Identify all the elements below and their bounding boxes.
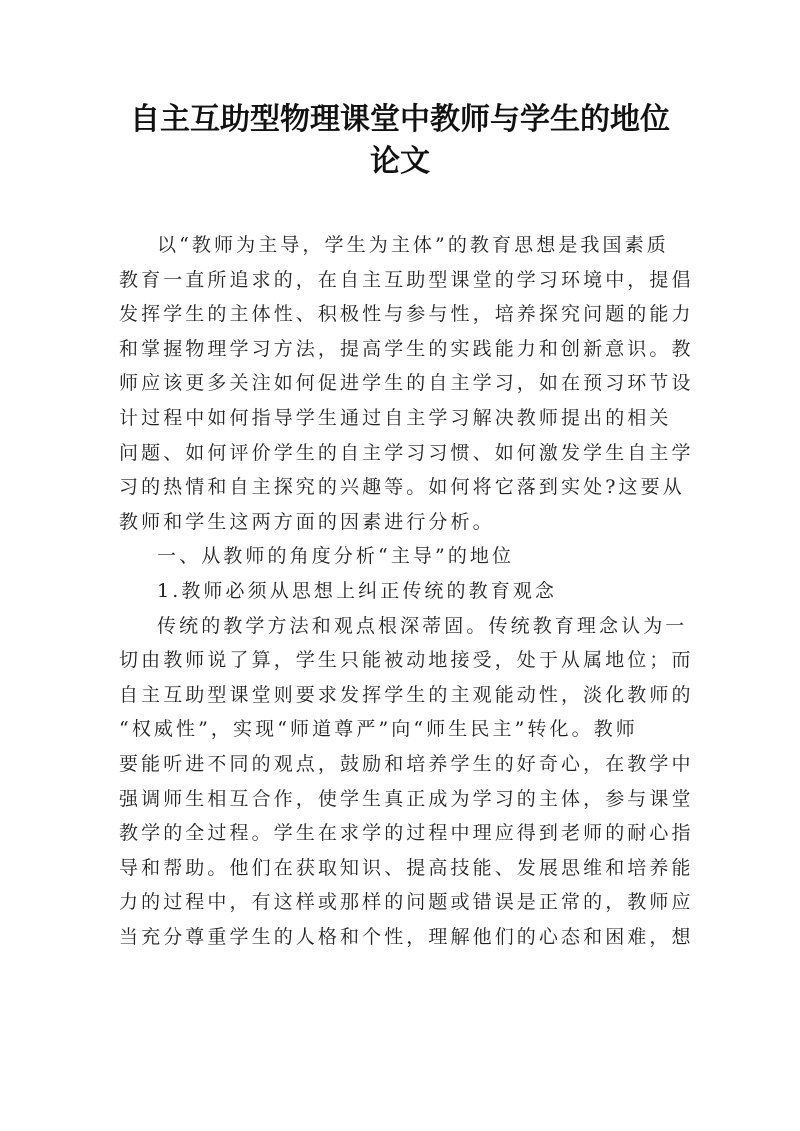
body-line-19: 导和帮助。他们在获取知识、提高技能、发展思维和培养能 <box>119 856 694 879</box>
body-line-9: 教师和学生这两方面的因素进行分析。 <box>119 510 495 533</box>
body-line-6: 计过程中如何指导学生通过自主学习解决教师提出的相关 <box>119 406 672 429</box>
body-line-18: 教学的全过程。学生在求学的过程中理应得到老师的耐心指 <box>119 822 694 845</box>
body-line-5: 师应该更多关注如何促进学生的自主学习，如在预习环节设 <box>119 372 694 395</box>
body-line-8: 习的热情和自主探究的兴趣等。如何将它落到实处?这要从 <box>119 476 685 499</box>
body-line-12: 传统的教学方法和观点根深蒂固。传统教育理念认为一 <box>157 614 688 637</box>
body-line-1: 以“教师为主导，学生为主体”的教育思想是我国素质 <box>157 234 669 256</box>
body-line-4: 和掌握物理学习方法，提高学生的实践能力和创新意识。教 <box>119 337 694 360</box>
body-line-14: 自主互助型课堂则要求发挥学生的主观能动性，淡化教师的 <box>119 683 694 706</box>
section-heading-1: 一、从教师的角度分析“主导”的地位 <box>157 545 515 568</box>
body-line-16: 要能听进不同的观点，鼓励和培养学生的好奇心，在教学中 <box>119 752 694 775</box>
body-line-7: 问题、如何评价学生的自主学习习惯、如何激发学生自主学 <box>119 441 694 464</box>
body-line-3: 发挥学生的主体性、积极性与参与性，培养探究问题的能力 <box>119 303 694 326</box>
body-line-15: “权威性”，实现“师道尊严”向“师生民主”转化。教师 <box>119 718 638 741</box>
body-line-21: 当充分尊重学生的人格和个性，理解他们的心态和困难，想 <box>119 925 694 948</box>
document-title-line-1: 自主互助型物理课堂中教师与学生的地位 <box>130 102 670 137</box>
body-line-2: 教育一直所追求的，在自主互助型课堂的学习环境中，提倡 <box>119 268 694 291</box>
body-line-13: 切由教师说了算，学生只能被动地接受，处于从属地位；而 <box>119 649 694 672</box>
document-title-line-2: 论文 <box>370 144 430 179</box>
body-line-17: 强调师生相互合作，使学生真正成为学习的主体，参与课堂 <box>119 787 694 810</box>
document-body <box>119 228 694 954</box>
subsection-heading-1: 1.教师必须从思想上纠正传统的教育观念 <box>157 579 558 602</box>
body-line-20: 力的过程中，有这样或那样的问题或错误是正常的，教师应 <box>119 891 694 914</box>
